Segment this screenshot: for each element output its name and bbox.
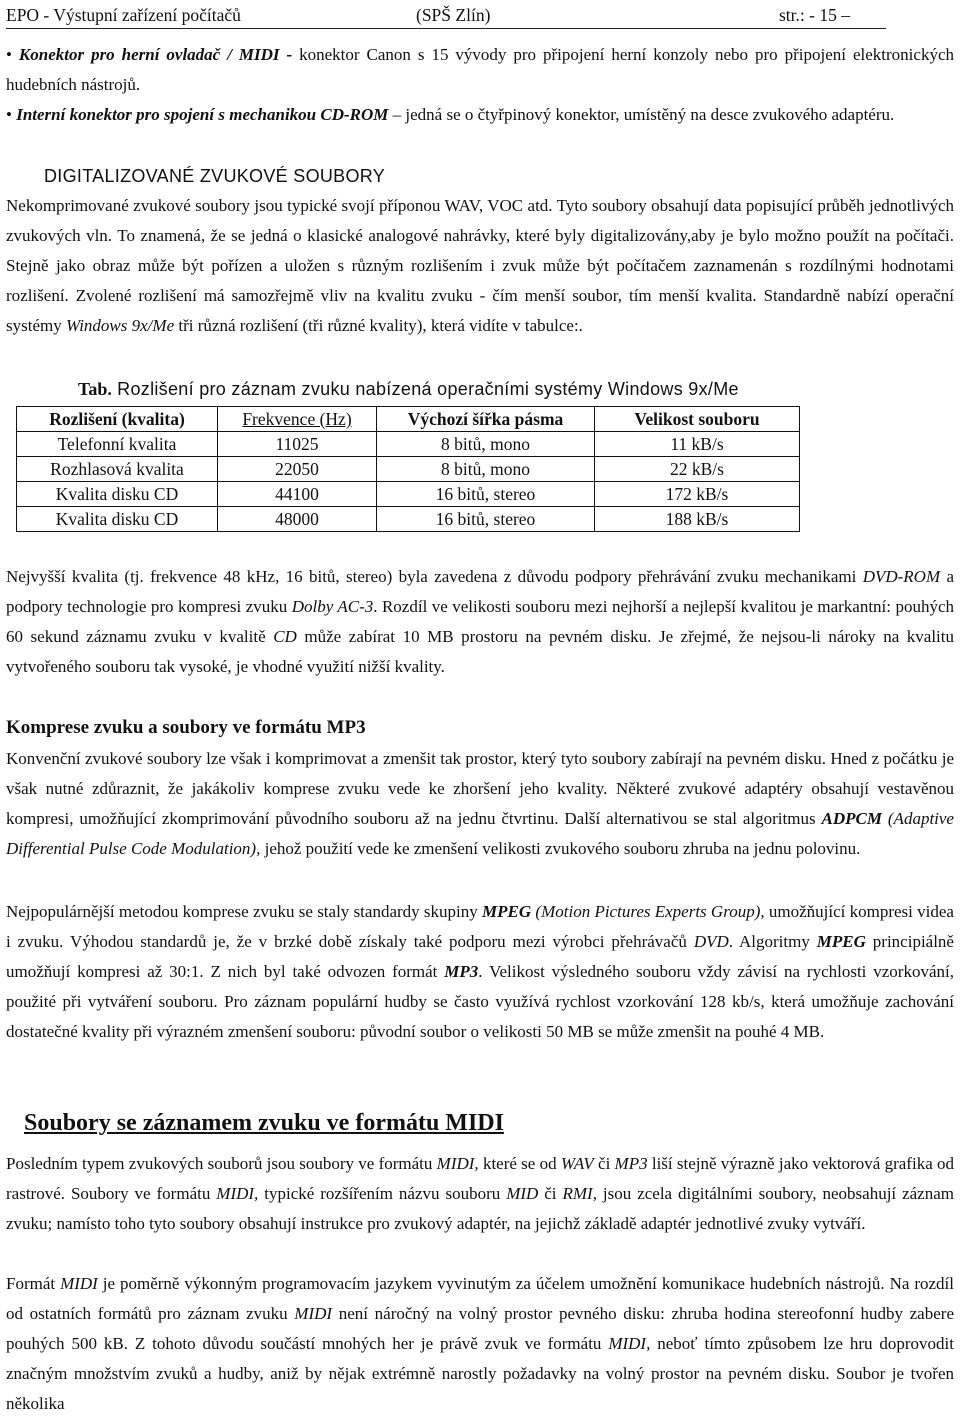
table-cell: 22 kB/s xyxy=(595,457,800,482)
bullet-game-connector xyxy=(6,40,954,100)
table-caption xyxy=(78,374,938,404)
term: MP3 xyxy=(444,962,479,981)
bullet-title: Konektor pro herní ovladač / MIDI - xyxy=(18,45,293,64)
paragraph-text: , jsou zcela digitálními soubory, neobsahují záznam zvuku; namísto toho tyto soubory obsahují instrukce pro zvukový adaptér, na jejichž základě adaptér jednotlivé zvuky vytváří. xyxy=(6,1184,954,1233)
paragraph-text: a podpory technologie pro kompresi zvuku xyxy=(6,567,954,616)
paragraph-compression xyxy=(6,744,954,864)
term: DVD-ROM xyxy=(862,567,941,586)
section-heading-midi: Soubory se záznamem zvuku ve formátu MIDI xyxy=(24,1110,504,1136)
term: MID xyxy=(506,1184,539,1203)
bullet-marker: • xyxy=(6,105,17,124)
paragraph-text: . Rozdíl ve velikosti souboru mezi nejhorší a nejlepší kvalitou je markantní: pouhých 60 sekund záznamu zvuku v kvalitě xyxy=(6,597,954,646)
term: CD xyxy=(273,627,297,646)
table-cell: Rozhlasová kvalita xyxy=(17,457,218,482)
table-cell: Kvalita disku CD xyxy=(17,482,218,507)
paragraph-midi-format xyxy=(6,1269,954,1419)
term: MIDI, xyxy=(608,1334,651,1353)
paragraph-text: Nejvyšší kvalita (tj. frekvence 48 kHz, 16 bitů, stereo) byla zavedena z důvodu podpory přehrávání zvuku mechanikami xyxy=(6,567,863,586)
paragraph-text: je poměrně výkonným programovacím jazykem vyvinutým za účelem umožnění komunikace hudebních nástrojů. Na rozdíl od ostatních formátů pro záznam zvuku xyxy=(6,1274,955,1323)
table-cell: 16 bitů, stereo xyxy=(377,507,595,532)
resolution-table xyxy=(16,406,800,532)
table-row xyxy=(17,482,800,507)
bullet-title: Interní konektor pro spojení s mechanikou CD-ROM xyxy=(16,105,389,124)
paragraph-text: Nejpopulárnější metodou komprese zvuku se staly standardy skupiny xyxy=(6,902,483,921)
table-row xyxy=(17,507,800,532)
paragraph-highest-quality xyxy=(6,562,954,682)
paragraph-text: jehož použití vede ke zmenšení velikosti zvukového souboru zhruba na jednu polovinu. xyxy=(260,839,861,858)
paragraph-text: tři různá rozlišení (tři různé kvality), která vidíte v tabulce:. xyxy=(174,316,583,335)
paragraph-text: Formát xyxy=(6,1274,61,1293)
term: MIDI, xyxy=(436,1154,479,1173)
table-caption-prefix: Tab. xyxy=(78,379,112,399)
paragraph-text: Nekomprimované zvukové soubory jsou typické svojí příponou WAV, VOC atd. Tyto soubory obsahují data popisující průběh jednotlivých zvukových vln. To znamená, že se jedná o klasické analogové nahrávky, které byly digitalizovány,aby je bylo možno použít na počítači. Stejně jako obraz může být pořízen a uložen s různým rozlišením i zvuk může být počítačem zaznamenán s rozdílnými hodnotami rozlišení. Zvolené rozlišení má samozřejmě vliv na kvalitu zvuku - čím menší soubor, tím menší kvalita. Standardně nabízí operační systémy xyxy=(6,196,954,335)
term: Dolby AC-3 xyxy=(291,597,374,616)
paragraph-text: principiálně umožňují kompresi až 30:1. Z nich byl také odvozen formát xyxy=(6,932,954,981)
term: MPEG xyxy=(816,932,866,951)
header-course-title: EPO - Výstupní zařízení počítačů xyxy=(6,5,241,25)
table-cell: 44100 xyxy=(218,482,377,507)
bullet-marker: • xyxy=(6,45,19,64)
bullet-cdrom-connector xyxy=(6,100,954,130)
paragraph-text: není náročný na volný prostor pevného disku: zhruba hodina stereofonní hudby zabere pouhých 500 kB. Z tohoto důvodu součástí mnohých her je právě zvuk ve formátu xyxy=(6,1304,954,1353)
bullet-text: – jedná se o čtyřpinový konektor, umístěný na desce zvukového adaptéru. xyxy=(388,105,895,124)
paragraph-text: či xyxy=(593,1154,615,1173)
paragraph-midi-intro xyxy=(6,1149,954,1239)
table-caption-text: Rozlišení pro záznam zvuku nabízená operačními systémy Windows 9x/Me xyxy=(111,379,739,399)
table-cell: 8 bitů, mono xyxy=(377,457,595,482)
term-expansion: (Motion Pictures Experts Group), xyxy=(531,902,765,921)
table-cell: 48000 xyxy=(218,507,377,532)
paragraph-text: umožňující kompresi videa i zvuku. Výhodou standardů je, že v brzké době získaly také podporu mezi výrobci přehrávačů xyxy=(6,902,954,951)
table-header-row xyxy=(17,407,800,432)
paragraph-text: liší stejně výrazně jako vektorová grafika od rastrové. Soubory ve formátu xyxy=(6,1154,954,1203)
paragraph-text: které se od xyxy=(478,1154,561,1173)
paragraph-text: či xyxy=(538,1184,563,1203)
table-header-cell: Výchozí šířka pásma xyxy=(377,407,595,432)
header-school: (SPŠ Zlín) xyxy=(416,5,491,25)
term: MIDI xyxy=(294,1304,333,1323)
bullet-text: konektor Canon s 15 vývody pro připojení herní konzoly nebo pro připojení elektronických hudebních nástrojů. xyxy=(6,45,954,94)
os-name: Windows 9x/Me xyxy=(65,316,175,335)
paragraph-text: neboť tímto způsobem lze hru doprovodit značným množstvím zvuků a hudby, aniž by nějak extrémně narostly požadavky na volný prostor na pevném disku. Soubor je tvořen několika xyxy=(6,1334,954,1413)
paragraph-text: Konvenční zvukové soubory lze však i komprimovat a zmenšit tak prostor, který tyto soubory zabírají na pevném disku. Hned z počátku je však nutné zdůraznit, že jakákoliv komprese zvuku vede ke zhoršení jeho kvality. Některé zvukové adaptéry obsahují vestavěnou kompresi, umožňující zkomprimování původního souboru až na jednu čtvrtinu. Další alternativou se stal algoritmus xyxy=(6,749,954,828)
term: MP3 xyxy=(614,1154,648,1173)
term-expansion: (Adaptive Differential Pulse Code Modulation), xyxy=(6,809,954,858)
table-cell: 8 bitů, mono xyxy=(377,432,595,457)
table-row xyxy=(17,457,800,482)
term: DVD xyxy=(693,932,729,951)
table-header-cell: Rozlišení (kvalita) xyxy=(17,407,218,432)
table-header-cell: Frekvence (Hz) xyxy=(218,407,377,432)
paragraph-text: může zabírat 10 MB prostoru na pevném disku. Je zřejmé, že nejsou-li nároky na kvalitu vytvořeného souboru tak vysoké, je vhodné využití nižší kvality. xyxy=(6,627,955,676)
table-cell: 22050 xyxy=(218,457,377,482)
table-header-cell: Velikost souboru xyxy=(595,407,800,432)
table-cell: 16 bitů, stereo xyxy=(377,482,595,507)
table-cell: 11025 xyxy=(218,432,377,457)
table-row xyxy=(17,432,800,457)
paragraph-text: Posledním typem zvukových souborů jsou soubory ve formátu xyxy=(6,1154,437,1173)
paragraph-digital-audio xyxy=(6,191,954,341)
section-heading-mp3: Komprese zvuku a soubory ve formátu MP3 xyxy=(6,717,366,738)
term: MIDI, xyxy=(216,1184,259,1203)
term: ADPCM xyxy=(821,809,882,828)
table-cell: Kvalita disku CD xyxy=(17,507,218,532)
term: WAV xyxy=(560,1154,594,1173)
paragraph-text: . Algoritmy xyxy=(728,932,817,951)
header-page-number: str.: - 15 – xyxy=(779,5,850,25)
paragraph-mpeg xyxy=(6,897,954,1047)
page-header xyxy=(6,4,886,29)
table-cell: 188 kB/s xyxy=(595,507,800,532)
term: MIDI xyxy=(60,1274,98,1293)
paragraph-text: . Velikost výsledného souboru vždy závisí na rychlosti vzorkování, použité při vytváření souboru. Pro záznam populární hudby se často využívá rychlost vzorkování 128 kb/s, která umožňuje zachování dostatečné kvality při výrazném zmenšení souboru: původní soubor o velikosti 50 MB se může zmenšit na pouhé 4 MB. xyxy=(6,962,954,1041)
section-heading-digital-audio: DIGITALIZOVANÉ ZVUKOVÉ SOUBORY xyxy=(44,166,386,186)
paragraph-text: typické rozšířením názvu souboru xyxy=(258,1184,507,1203)
term: MPEG xyxy=(482,902,532,921)
table-cell: 11 kB/s xyxy=(595,432,800,457)
table-cell: 172 kB/s xyxy=(595,482,800,507)
table-cell: Telefonní kvalita xyxy=(17,432,218,457)
term: RMI xyxy=(562,1184,593,1203)
